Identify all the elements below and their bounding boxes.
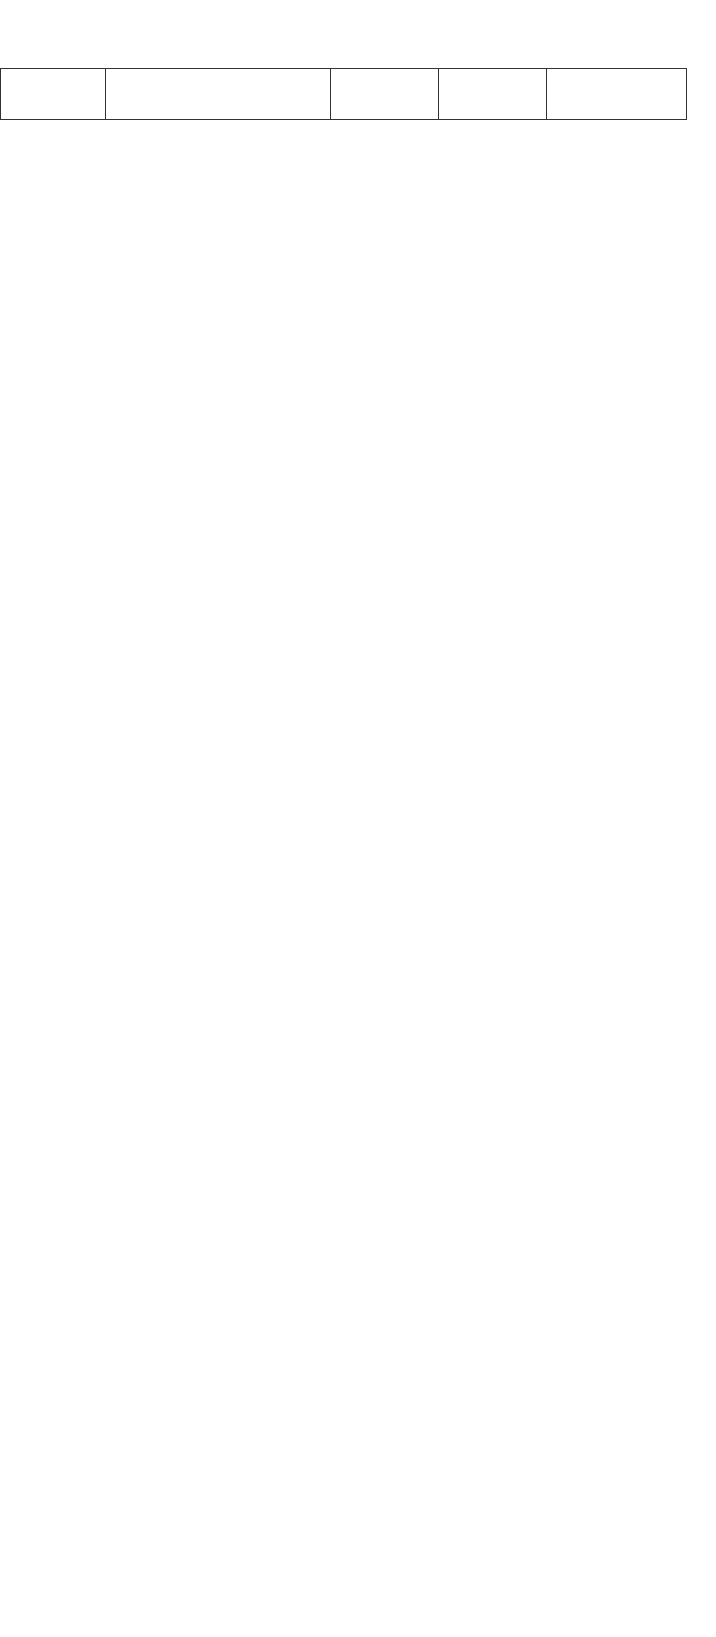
finance-table	[0, 68, 687, 120]
table-header-row	[1, 69, 687, 120]
header-time	[1, 69, 106, 120]
header-income	[331, 69, 439, 120]
header-note	[547, 69, 687, 120]
header-summary	[106, 69, 331, 120]
header-expense	[439, 69, 547, 120]
